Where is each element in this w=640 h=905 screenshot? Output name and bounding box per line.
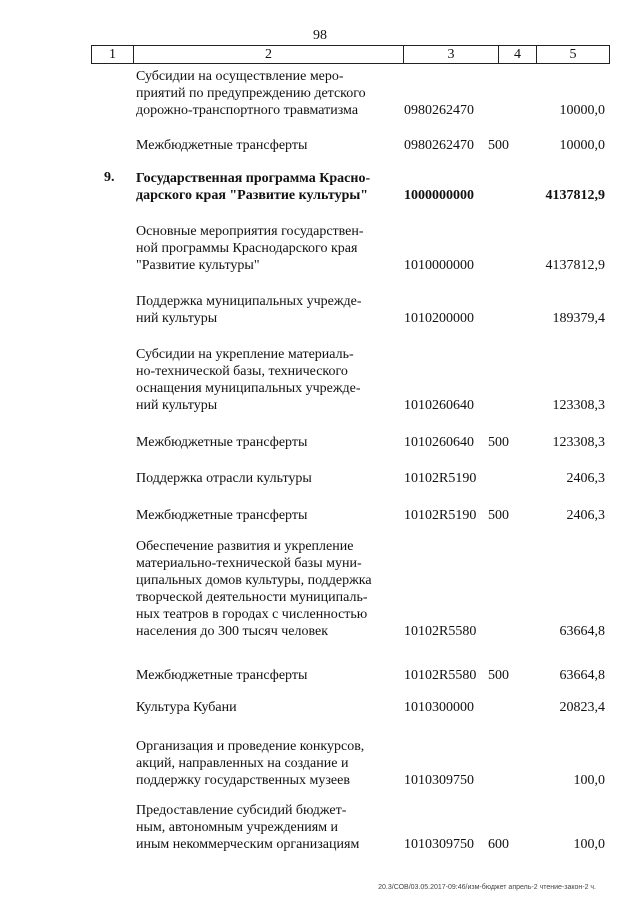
row-name [136, 802, 390, 853]
row-name-line: Субсидии на осуществление меро- [136, 69, 344, 84]
row-name-line: ний культуры [136, 398, 218, 413]
row-number: 9. [104, 170, 115, 185]
row-name-line: творческой деятельности муниципаль- [136, 590, 368, 605]
row-name-line: Культура Кубани [136, 700, 237, 715]
row-name [136, 346, 390, 414]
header-col-3: 3 [404, 46, 499, 63]
row-sum: 2406,3 [566, 471, 605, 486]
row-name [136, 667, 390, 684]
row-name-line: Межбюджетные трансферты [136, 508, 308, 523]
row-name [136, 699, 390, 716]
row-sum: 123308,3 [552, 435, 605, 450]
row-name-line: оснащения муниципальных учрежде- [136, 381, 361, 396]
row-sum: 10000,0 [559, 138, 605, 153]
row-name-line: Субсидии на укрепление материаль- [136, 347, 354, 362]
row-code: 10102R5190 [404, 471, 477, 486]
row-sum: 63664,8 [559, 624, 605, 639]
row-name-line: Обеспечение развития и укрепление [136, 539, 354, 554]
row-name-line: материально-технической базы муни- [136, 556, 362, 571]
row-code: 1010309750 [404, 773, 474, 788]
row-name [136, 507, 390, 524]
row-name [136, 434, 390, 451]
row-code: 0980262470 [404, 138, 474, 153]
row-name-line: Поддержка муниципальных учрежде- [136, 294, 362, 309]
row-code: 10102R5580 [404, 668, 477, 683]
row-name [136, 223, 390, 274]
row-name [136, 170, 390, 204]
row-sum: 2406,3 [566, 508, 605, 523]
row-type: 500 [488, 138, 509, 153]
row-type: 500 [488, 435, 509, 450]
row-name-line: Предоставление субсидий бюджет- [136, 803, 347, 818]
row-code: 1010300000 [404, 700, 474, 715]
row-name-line: населения до 300 тысяч человек [136, 624, 329, 639]
row-name-line: ным, автономным учреждениям и [136, 820, 339, 835]
row-sum: 4137812,9 [545, 188, 605, 203]
row-type: 500 [488, 508, 509, 523]
row-type: 500 [488, 668, 509, 683]
row-name-line: ной программы Краснодарского края [136, 241, 358, 256]
row-sum: 10000,0 [559, 103, 605, 118]
row-name-line: поддержку государственных музеев [136, 773, 350, 788]
row-name [136, 137, 390, 154]
row-name [136, 68, 390, 119]
row-code: 0980262470 [404, 103, 474, 118]
row-name-line: Межбюджетные трансферты [136, 668, 308, 683]
header-col-2: 2 [134, 46, 404, 63]
row-code: 1010309750 [404, 837, 474, 852]
row-sum: 189379,4 [552, 311, 605, 326]
row-sum: 100,0 [573, 837, 605, 852]
row-name-line: Межбюджетные трансферты [136, 435, 308, 450]
row-name-line: приятий по предупреждению детского [136, 86, 366, 101]
row-code: 1010260640 [404, 398, 474, 413]
row-sum: 63664,8 [559, 668, 605, 683]
row-name-line: но-технической базы, технического [136, 364, 348, 379]
row-name-line: Основные мероприятия государствен- [136, 224, 364, 239]
row-code: 1010260640 [404, 435, 474, 450]
row-sum: 100,0 [573, 773, 605, 788]
row-name-line: Организация и проведение конкурсов, [136, 739, 365, 754]
header-col-4: 4 [499, 46, 537, 63]
row-name-line: ных театров в городах с численностью [136, 607, 368, 622]
row-name-line: Поддержка отрасли культуры [136, 471, 312, 486]
row-name [136, 538, 390, 640]
row-code: 10102R5580 [404, 624, 477, 639]
row-type: 600 [488, 837, 509, 852]
row-name-line: акций, направленных на создание и [136, 756, 349, 771]
row-sum: 4137812,9 [545, 258, 605, 273]
row-code: 1000000000 [404, 188, 474, 203]
header-col-5: 5 [569, 47, 577, 62]
row-name [136, 738, 390, 789]
row-name [136, 293, 390, 327]
row-name [136, 470, 390, 487]
row-name-line: дарского края "Развитие культуры" [136, 188, 369, 203]
row-name-line: Государственная программа Красно- [136, 171, 371, 186]
row-name-line: ципальных домов культуры, поддержка [136, 573, 372, 588]
row-name-line: иным некоммерческим организациям [136, 837, 360, 852]
row-code: 1010000000 [404, 258, 474, 273]
page-number: 98 [313, 28, 327, 43]
footer-note: 20.3/СОВ/03.05.2017-09:46/изм-бюджет апрель-2 чтение-закон-2 ч. [378, 884, 596, 891]
row-sum: 123308,3 [552, 398, 605, 413]
row-name-line: ний культуры [136, 311, 218, 326]
header-col-1: 1 [92, 46, 134, 63]
row-sum: 20823,4 [559, 700, 605, 715]
row-name-line: дорожно-транспортного травматизма [136, 103, 359, 118]
row-code: 10102R5190 [404, 508, 477, 523]
table-header [91, 45, 610, 64]
row-name-line: "Развитие культуры" [136, 258, 260, 273]
row-code: 1010200000 [404, 311, 474, 326]
row-name-line: Межбюджетные трансферты [136, 138, 308, 153]
